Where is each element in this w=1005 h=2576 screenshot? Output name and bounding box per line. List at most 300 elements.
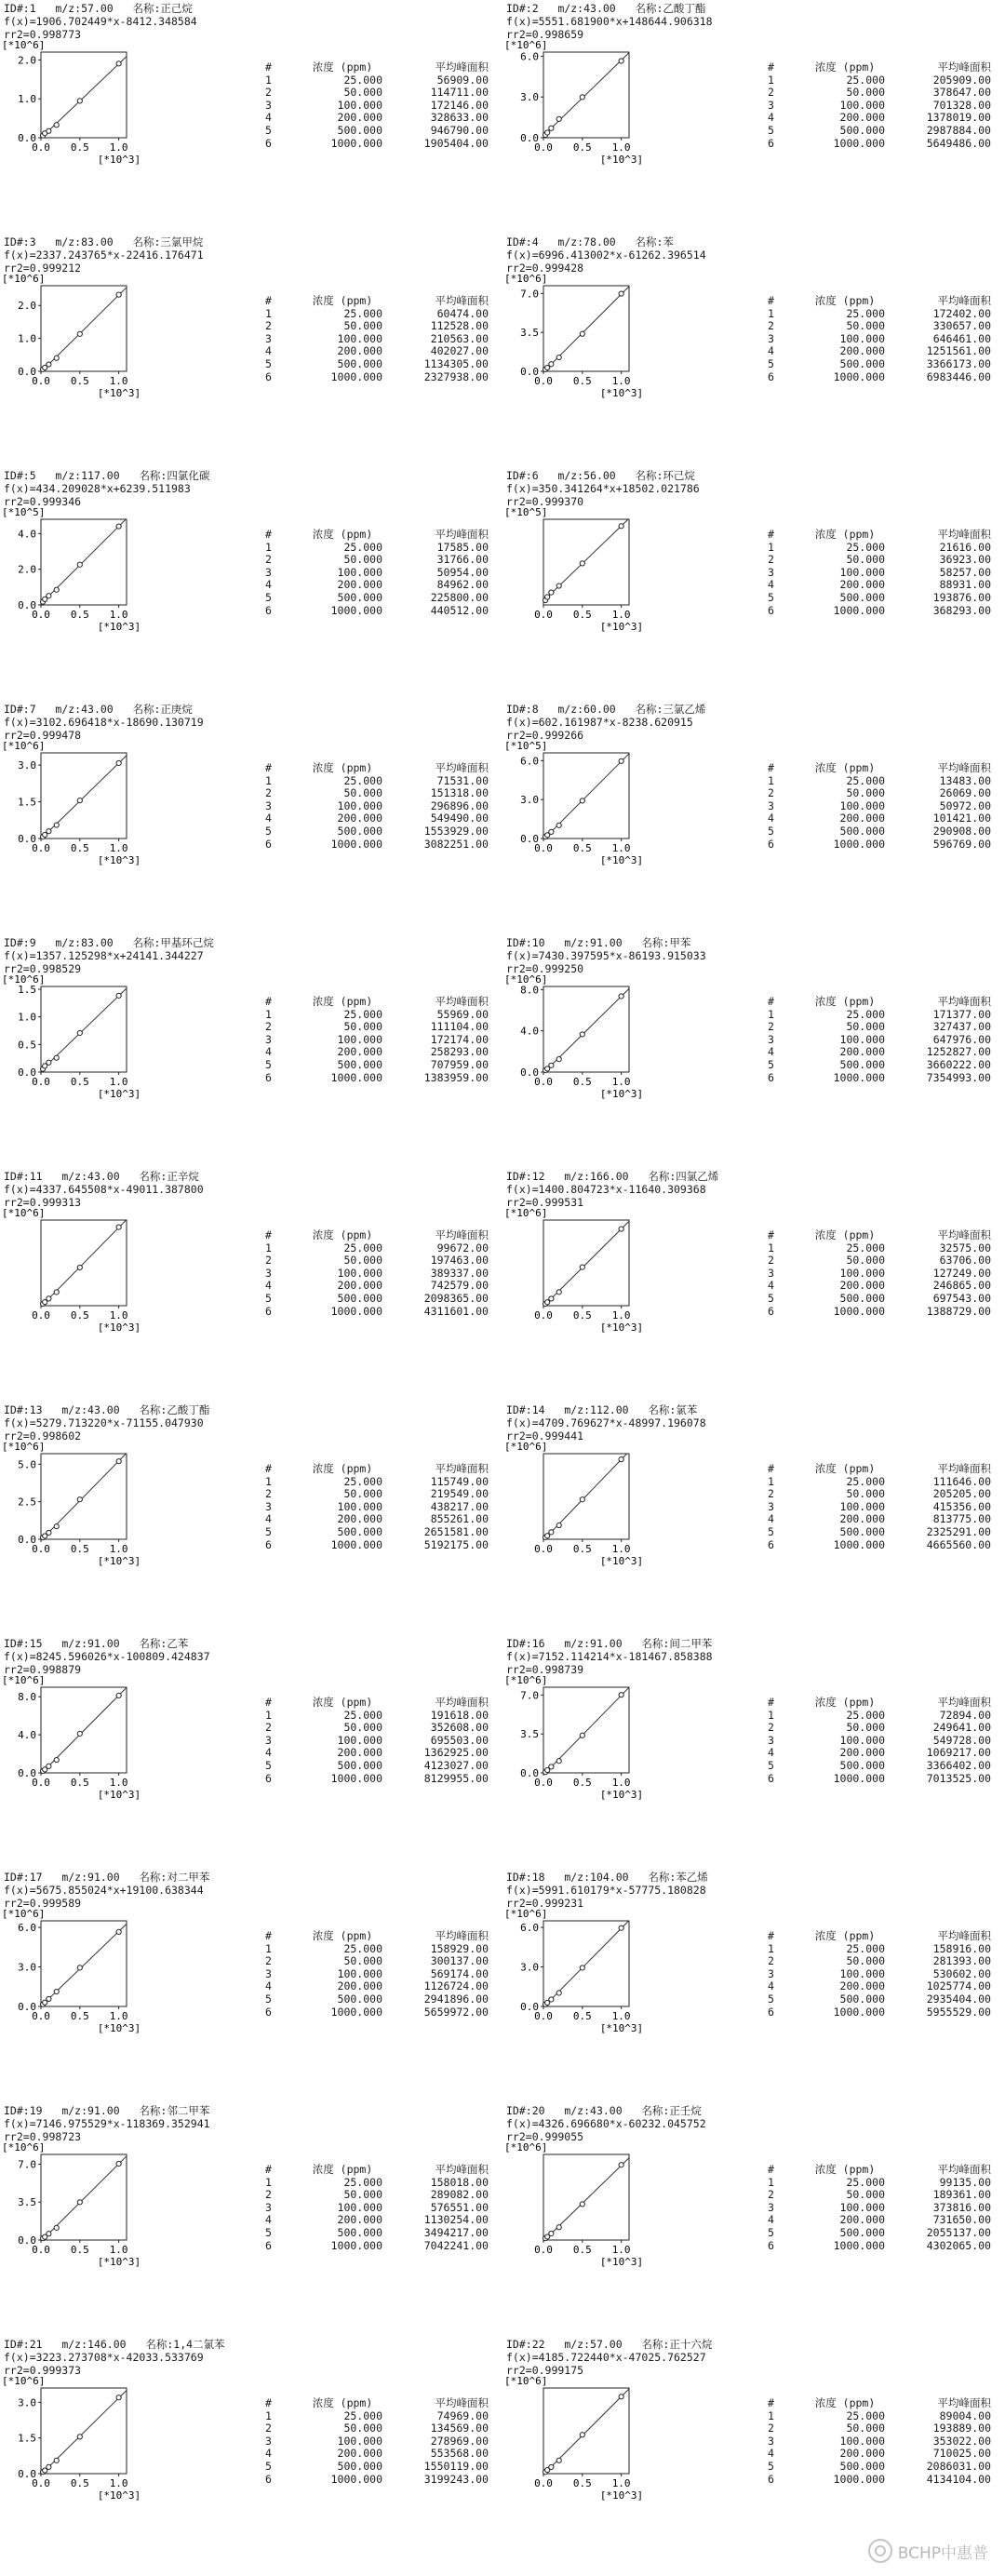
table-row <box>265 1293 489 1306</box>
compound-id-line <box>4 2 197 15</box>
concentration: 1000.000 <box>833 2005 885 2019</box>
peak-area: 246865.00 <box>932 1279 991 1293</box>
data-point <box>580 1032 584 1037</box>
data-point <box>47 829 51 834</box>
concentration: 50.000 <box>343 319 382 333</box>
compound-id-line <box>506 235 706 248</box>
x-multiplier: [*10^3] <box>599 154 644 166</box>
table-row <box>265 371 489 384</box>
peak-area: 328633.00 <box>430 111 489 125</box>
concentration: 500.000 <box>337 1524 382 1538</box>
peak-area: 5192175.00 <box>423 1537 489 1551</box>
regression-formula: f(x)=1906.702449*x-8412.348584 <box>4 15 197 28</box>
row-index: 3 <box>768 331 774 345</box>
compound-id-line <box>4 2104 210 2117</box>
table-row <box>768 1773 991 1786</box>
compound-id: ID#:19 <box>4 2104 43 2117</box>
table-row <box>768 1268 991 1281</box>
data-point <box>556 1759 561 1764</box>
calibration-plot <box>502 275 670 433</box>
concentration: 500.000 <box>337 590 382 604</box>
row-index: 4 <box>265 111 272 125</box>
table-row <box>768 1488 991 1501</box>
compound-header <box>4 2 197 41</box>
concentration: 1000.000 <box>330 837 382 851</box>
header-conc: 浓度 (ppm) <box>814 294 876 307</box>
x-tick-label: 1.0 <box>109 1309 128 1322</box>
peak-area: 549490.00 <box>430 812 489 825</box>
header-conc: 浓度 (ppm) <box>312 60 373 74</box>
calibration-panel <box>0 1635 502 1868</box>
concentration: 500.000 <box>839 590 885 604</box>
table-header <box>265 1697 489 1710</box>
row-index: 5 <box>265 123 272 137</box>
header-area: 平均峰面积 <box>937 1929 991 1942</box>
data-point <box>580 1966 584 1970</box>
concentration: 200.000 <box>337 344 382 358</box>
peak-area: 438217.00 <box>430 1499 489 1513</box>
header-num: # <box>265 1462 272 1475</box>
x-tick-label: 0.5 <box>572 2010 592 2022</box>
calibration-panel <box>0 1869 502 2101</box>
peak-area: 151318.00 <box>430 786 489 800</box>
header-num: # <box>768 1696 774 1709</box>
table-header <box>768 61 991 74</box>
y-multiplier: [*10^5] <box>2 508 46 518</box>
row-index: 5 <box>265 824 272 838</box>
data-point <box>47 128 51 133</box>
y-multiplier: [*10^6] <box>504 1676 548 1686</box>
row-index: 2 <box>265 2188 272 2202</box>
concentration: 25.000 <box>846 306 885 320</box>
table-row <box>265 1034 489 1047</box>
table-row <box>265 1735 489 1748</box>
compound-id-line <box>4 469 209 482</box>
data-point <box>54 1290 59 1295</box>
header-area: 平均峰面积 <box>937 2163 991 2176</box>
mz-value: m/z:91.00 <box>61 1871 120 1884</box>
y-multiplier: [*10^6] <box>504 975 548 986</box>
x-tick-label: 1.0 <box>611 141 631 154</box>
compound-id-line <box>4 1403 209 1416</box>
row-index: 1 <box>265 1474 272 1488</box>
x-multiplier: [*10^3] <box>97 854 141 866</box>
concentration: 25.000 <box>343 540 382 554</box>
row-index: 1 <box>768 1708 774 1722</box>
correlation-rr2: rr2=0.998659 <box>506 28 584 41</box>
concentration: 25.000 <box>343 1708 382 1722</box>
table-row <box>768 1021 991 1034</box>
header-num: # <box>768 2163 774 2176</box>
header-area: 平均峰面积 <box>937 60 991 74</box>
x-multiplier: [*10^3] <box>599 2489 644 2502</box>
compound-header <box>4 1871 209 1910</box>
compound-id-line <box>506 936 706 949</box>
concentration: 50.000 <box>343 786 382 800</box>
concentration: 1000.000 <box>330 1771 382 1785</box>
x-tick-label: 1.0 <box>109 842 128 854</box>
table-row <box>265 579 489 592</box>
row-index: 2 <box>265 1020 272 1034</box>
row-index: 2 <box>768 2422 774 2435</box>
x-tick-label: 0.0 <box>32 375 50 387</box>
concentration: 500.000 <box>337 123 382 137</box>
regression-formula: f(x)=7146.975529*x-118369.352941 <box>4 2117 210 2130</box>
y-tick-label: 0.0 <box>18 1767 36 1779</box>
mz-value: m/z:60.00 <box>557 703 616 716</box>
compound-header <box>506 1403 706 1442</box>
data-point <box>556 2458 561 2462</box>
watermark-text: BCHP中惠普 <box>897 2543 988 2563</box>
row-index: 1 <box>265 73 272 87</box>
mz-value: m/z:117.00 <box>55 469 120 482</box>
y-multiplier: [*10^6] <box>2 975 46 986</box>
concentration: 100.000 <box>839 1032 885 1046</box>
row-index: 5 <box>265 1758 272 1772</box>
data-point <box>116 1225 121 1229</box>
header-num: # <box>768 761 774 774</box>
table-row <box>265 1059 489 1072</box>
mz-value: m/z:104.00 <box>564 1871 629 1884</box>
x-tick-label: 0.5 <box>70 375 89 387</box>
peak-area: 7013525.00 <box>926 1771 991 1785</box>
peak-area: 553568.00 <box>430 2447 489 2461</box>
concentration: 100.000 <box>337 1499 382 1513</box>
calibration-plot <box>502 508 670 666</box>
calibration-table <box>768 1463 991 1551</box>
peak-area: 31766.00 <box>436 553 489 567</box>
header-num: # <box>265 761 272 774</box>
row-index: 2 <box>265 786 272 800</box>
x-tick-label: 1.0 <box>611 2244 631 2256</box>
x-tick-label: 1.0 <box>109 2010 128 2022</box>
table-row <box>265 100 489 113</box>
peak-area: 2941896.00 <box>423 1992 489 2006</box>
table-row <box>265 2461 489 2474</box>
table-row <box>265 800 489 813</box>
concentration: 50.000 <box>846 1487 885 1501</box>
x-multiplier: [*10^3] <box>97 621 141 633</box>
header-area: 平均峰面积 <box>435 1228 489 1241</box>
data-point <box>619 2163 623 2167</box>
regression-formula: f(x)=602.161987*x-8238.620915 <box>506 716 693 729</box>
row-index: 1 <box>768 540 774 554</box>
plot-frame <box>543 519 629 605</box>
row-index: 2 <box>768 86 774 100</box>
y-tick-label: 3.5 <box>520 327 539 340</box>
table-row <box>265 1722 489 1735</box>
regression-formula: f(x)=6996.413002*x-61262.396514 <box>506 248 706 262</box>
calibration-panel <box>0 467 502 700</box>
row-index: 6 <box>768 2005 774 2019</box>
header-area: 平均峰面积 <box>435 528 489 541</box>
concentration: 25.000 <box>846 540 885 554</box>
peak-area: 205205.00 <box>932 1487 991 1501</box>
concentration: 1000.000 <box>330 1537 382 1551</box>
x-tick-label: 1.0 <box>109 1543 128 1555</box>
correlation-rr2: rr2=0.999370 <box>506 495 584 508</box>
data-point <box>54 1524 59 1529</box>
table-row <box>265 2177 489 2190</box>
row-index: 2 <box>265 319 272 333</box>
calibration-table <box>265 61 489 150</box>
table-row <box>768 1254 991 1268</box>
table-header <box>768 1930 991 1943</box>
data-point <box>556 1057 561 1062</box>
compound-header <box>4 703 204 742</box>
row-index: 1 <box>768 2175 774 2189</box>
mz-value: m/z:91.00 <box>564 936 623 949</box>
data-point <box>549 362 554 367</box>
regression-formula: f(x)=5279.713220*x-71155.047930 <box>4 1416 204 1429</box>
y-tick-label: 6.0 <box>18 1922 36 1935</box>
data-point <box>619 1925 623 1930</box>
data-point <box>549 126 554 130</box>
table-header <box>768 762 991 775</box>
row-index: 4 <box>265 344 272 358</box>
regression-formula: f(x)=7430.397595*x-86193.915033 <box>506 949 706 962</box>
peak-area: 7042241.00 <box>423 2238 489 2252</box>
header-num: # <box>768 294 774 307</box>
compound-id-line <box>4 1637 210 1650</box>
x-multiplier: [*10^3] <box>97 1789 141 1801</box>
calibration-table <box>768 1930 991 2019</box>
mz-value: m/z:112.00 <box>564 1403 629 1416</box>
calibration-panel <box>502 1869 1005 2101</box>
compound-id: ID#:21 <box>4 2338 43 2351</box>
compound-id: ID#:18 <box>506 1871 545 1884</box>
concentration: 50.000 <box>846 1020 885 1034</box>
row-index: 3 <box>768 1266 774 1280</box>
table-row <box>768 542 991 555</box>
calibration-plot <box>0 508 168 666</box>
peak-area: 171377.00 <box>932 1007 991 1021</box>
x-tick-label: 0.0 <box>32 609 50 621</box>
header-num: # <box>768 995 774 1008</box>
data-point <box>47 1996 51 2001</box>
table-row <box>265 839 489 852</box>
concentration: 200.000 <box>839 1979 885 1993</box>
data-point <box>77 2200 82 2205</box>
concentration: 1000.000 <box>330 1304 382 1318</box>
concentration: 500.000 <box>337 824 382 838</box>
row-index: 6 <box>768 603 774 617</box>
calibration-plot <box>502 1676 670 1834</box>
compound-id-line <box>4 1871 209 1884</box>
calibration-table <box>768 2164 991 2252</box>
y-tick-label: 1.0 <box>18 93 36 106</box>
correlation-rr2: rr2=0.998739 <box>506 1663 584 1676</box>
data-point <box>47 1296 51 1301</box>
header-area: 平均峰面积 <box>937 528 991 541</box>
x-tick-label: 0.0 <box>534 609 553 621</box>
data-point <box>116 61 121 66</box>
header-num: # <box>768 1929 774 1942</box>
header-area: 平均峰面积 <box>435 2396 489 2409</box>
calibration-table <box>768 295 991 383</box>
y-multiplier: [*10^6] <box>2 1910 46 1920</box>
peak-area: 158018.00 <box>430 2175 489 2189</box>
row-index: 1 <box>768 2408 774 2422</box>
data-point <box>580 95 584 100</box>
calibration-table <box>768 2397 991 2486</box>
row-index: 6 <box>265 136 272 150</box>
concentration: 25.000 <box>343 73 382 87</box>
concentration: 25.000 <box>343 2408 382 2422</box>
peak-area: 258293.00 <box>430 1045 489 1059</box>
peak-area: 172174.00 <box>430 1032 489 1046</box>
row-index: 1 <box>265 773 272 787</box>
data-point <box>54 1757 59 1762</box>
row-index: 6 <box>265 1304 272 1318</box>
y-multiplier: [*10^6] <box>504 2143 548 2153</box>
calibration-plot <box>502 1209 670 1367</box>
table-row <box>265 358 489 371</box>
table-row <box>768 2240 991 2253</box>
calibration-table <box>768 529 991 617</box>
table-row <box>768 87 991 100</box>
compound-header <box>4 2104 210 2143</box>
data-point <box>116 1929 121 1934</box>
peak-area: 530602.00 <box>932 1966 991 1980</box>
x-multiplier: [*10^3] <box>97 387 141 399</box>
peak-area: 1378019.00 <box>926 111 991 125</box>
concentration: 50.000 <box>846 319 885 333</box>
concentration: 200.000 <box>337 1045 382 1059</box>
header-conc: 浓度 (ppm) <box>312 2163 373 2176</box>
x-tick-label: 0.0 <box>534 2244 553 2256</box>
concentration: 1000.000 <box>833 603 885 617</box>
regression-formula: f(x)=1400.804723*x-11640.309368 <box>506 1183 706 1196</box>
table-row <box>265 1306 489 1319</box>
table-row <box>265 308 489 321</box>
compound-id: ID#:4 <box>506 235 539 248</box>
concentration: 25.000 <box>343 1474 382 1488</box>
peak-area: 290908.00 <box>932 824 991 838</box>
compound-name: 名称:环己烷 <box>635 469 695 482</box>
concentration: 50.000 <box>846 1721 885 1735</box>
row-index: 4 <box>265 1746 272 1760</box>
data-point <box>556 1523 561 1527</box>
row-index: 6 <box>265 2238 272 2252</box>
y-tick-label: 0.0 <box>18 1534 36 1546</box>
header-conc: 浓度 (ppm) <box>312 294 373 307</box>
compound-header <box>506 2 713 41</box>
x-tick-label: 0.5 <box>70 2477 89 2489</box>
table-row <box>265 554 489 567</box>
compound-id: ID#:1 <box>4 2 36 15</box>
row-index: 2 <box>265 86 272 100</box>
table-row <box>768 2435 991 2449</box>
row-index: 4 <box>265 1979 272 1993</box>
header-area: 平均峰面积 <box>937 761 991 774</box>
table-row <box>265 320 489 333</box>
table-header <box>768 1463 991 1476</box>
table-row <box>265 138 489 151</box>
calibration-plot <box>502 742 670 900</box>
table-row <box>265 787 489 800</box>
compound-header <box>506 2338 712 2377</box>
calibration-table <box>265 295 489 383</box>
watermark <box>868 2539 988 2563</box>
peak-area: 115749.00 <box>430 1474 489 1488</box>
concentration: 500.000 <box>337 1758 382 1772</box>
row-index: 5 <box>768 2459 774 2473</box>
peak-area: 330657.00 <box>932 319 991 333</box>
table-row <box>768 2189 991 2202</box>
concentration: 200.000 <box>839 578 885 592</box>
concentration: 100.000 <box>337 2434 382 2448</box>
peak-area: 219549.00 <box>430 1487 489 1501</box>
peak-area: 17585.00 <box>436 540 489 554</box>
row-index: 1 <box>768 306 774 320</box>
table-row <box>768 100 991 113</box>
row-index: 1 <box>265 1007 272 1021</box>
compound-name: 名称:正壬烷 <box>641 2104 702 2117</box>
compound-header <box>506 936 706 975</box>
x-tick-label: 0.5 <box>70 1777 89 1789</box>
peak-area: 946790.00 <box>430 123 489 137</box>
mz-value: m/z:56.00 <box>557 469 616 482</box>
row-index: 2 <box>768 1254 774 1268</box>
table-row <box>768 1072 991 1085</box>
y-multiplier: [*10^6] <box>2 2377 46 2387</box>
y-tick-label: 0.0 <box>520 833 539 845</box>
row-index: 6 <box>768 369 774 383</box>
peak-area: 249641.00 <box>932 1721 991 1735</box>
correlation-rr2: rr2=0.998529 <box>4 962 82 975</box>
calibration-panel <box>502 1635 1005 1868</box>
x-tick-label: 0.5 <box>572 842 592 854</box>
peak-area: 3366173.00 <box>926 356 991 370</box>
header-conc: 浓度 (ppm) <box>312 1462 373 1475</box>
row-index: 2 <box>265 553 272 567</box>
peak-area: 1383959.00 <box>423 1070 489 1084</box>
header-area: 平均峰面积 <box>937 2396 991 2409</box>
table-row <box>768 308 991 321</box>
row-index: 5 <box>768 2225 774 2239</box>
row-index: 2 <box>265 1487 272 1501</box>
mz-value: m/z:43.00 <box>61 1170 120 1183</box>
row-index: 5 <box>265 356 272 370</box>
compound-id: ID#:12 <box>506 1170 545 1183</box>
concentration: 100.000 <box>839 98 885 112</box>
peak-area: 278969.00 <box>430 2434 489 2448</box>
peak-area: 646461.00 <box>932 331 991 345</box>
y-tick-label: 3.5 <box>18 2196 36 2209</box>
x-tick-label: 0.0 <box>32 1076 50 1088</box>
peak-area: 6983446.00 <box>926 369 991 383</box>
data-point <box>54 1055 59 1060</box>
header-conc: 浓度 (ppm) <box>814 1696 876 1709</box>
regression-formula: f(x)=5551.681900*x+148644.906318 <box>506 15 713 28</box>
x-tick-label: 0.5 <box>70 1543 89 1555</box>
row-index: 2 <box>768 1954 774 1968</box>
concentration: 500.000 <box>839 1524 885 1538</box>
peak-area: 3082251.00 <box>423 837 489 851</box>
concentration: 50.000 <box>846 553 885 567</box>
peak-area: 4134104.00 <box>926 2472 991 2486</box>
y-tick-label: 3.0 <box>18 1961 36 1974</box>
table-row <box>768 554 991 567</box>
compound-id: ID#:11 <box>4 1170 43 1183</box>
table-row <box>265 1242 489 1255</box>
row-index: 4 <box>265 1279 272 1293</box>
data-point <box>619 59 623 63</box>
x-tick-label: 1.0 <box>109 1777 128 1789</box>
table-row <box>265 1955 489 1968</box>
row-index: 3 <box>265 1733 272 1747</box>
